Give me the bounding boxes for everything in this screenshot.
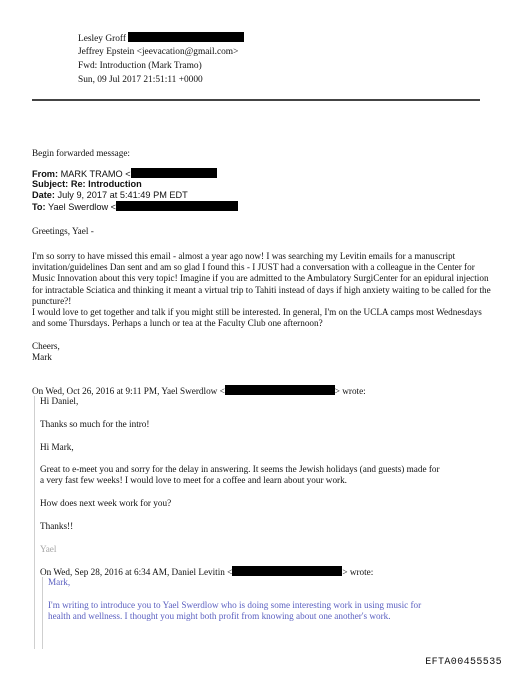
forwarded-subject-value: Re: Introduction [70, 179, 142, 189]
quote1-line-thanks: Thanks so much for the intro! [40, 419, 150, 429]
header-divider [32, 99, 480, 101]
bates-number: EFTA00455535 [425, 657, 502, 668]
header-from-name: Lesley Groff [78, 34, 126, 44]
quote2-attrib-pre: On Wed, Sep 28, 2016 at 6:34 AM, Daniel Levitin < [40, 567, 233, 577]
quote1-line-hi-mark: Hi Mark, [40, 442, 74, 452]
forwarded-date-row [32, 190, 188, 201]
redaction-box [225, 385, 335, 395]
header-date-value: Sun, 09 Jul 2017 21:51:11 +0000 [78, 75, 203, 85]
body-paragraph-2: I would love to get together and talk if you might still be interested. In general, I'm on the UCLA camps most Wednesdays and some Thursdays. Perhaps a lunch or tea at the Faculty Club one afternoon? [32, 307, 482, 329]
forwarded-to-value: Yael Swerdlow < [48, 202, 117, 212]
quote2-bar [42, 577, 43, 649]
signature-name: Mark [32, 352, 52, 362]
quote1-attrib-pre: On Wed, Oct 26, 2016 at 9:11 PM, Yael Swerdlow < [32, 386, 225, 396]
quote2-attribution [40, 566, 373, 578]
forwarded-subject-row [32, 179, 142, 190]
redaction-box [232, 566, 342, 576]
quote1-line-thanks2: Thanks!! [40, 521, 74, 531]
forwarded-subject-label: Subject: [32, 179, 69, 189]
forwarded-to-label: To: [32, 202, 46, 212]
redaction-box [131, 168, 217, 178]
forwarded-to-row [32, 201, 238, 213]
forwarded-from-label: From: [32, 169, 59, 179]
body-paragraph-1: I'm so sorry to have missed this email - almost a year ago now! I was searching my Levitin emails for a manuscript invitation/guidelines Dan sent and am so glad I found this - I JUST had a conversation with a colleague in the Center for Music Innovation about this very topic! Imagine if you are admitted to the Ambulatory SurgiCenter for an epidural injection for intractable Sciatica and thinking it meant a virtual trip to Tahiti instead of days if high anxiety waiting to be called for the puncture?! [32, 251, 491, 306]
quote1-line-great-b: a very fast few weeks! I would love to meet for a coffee and learn about your work. [40, 475, 347, 485]
forwarded-date-label: Date: [32, 190, 55, 200]
redaction-box [128, 32, 244, 42]
quote2-line-intro-b: health and wellness. I thought you might both profit from knowing about one another's work. [48, 611, 391, 621]
redaction-box [116, 201, 238, 211]
quote1-line-great-a: Great to e-meet you and sorry for the delay in answering. It seems the Jewish holidays (and guests) made for [40, 464, 440, 474]
forwarded-intro: Begin forwarded message: [32, 148, 130, 158]
quote1-attribution [32, 385, 497, 397]
quote2-line-mark: Mark, [48, 577, 71, 587]
header-from-value [78, 32, 244, 46]
signoff: Cheers, [32, 341, 60, 351]
quote1-bar [34, 396, 35, 649]
forwarded-from-value: MARK TRAMO < [60, 169, 131, 179]
header-to-value: Jeffrey Epstein <jeevacation@gmail.com> [78, 47, 239, 57]
quote1-line-hi-daniel: Hi Daniel, [40, 396, 79, 406]
header-subject-value: Fwd: Introduction (Mark Tramo) [78, 61, 202, 71]
quote2-attrib-post: > wrote: [342, 567, 374, 577]
quote1-line-next-week: How does next week work for you? [40, 498, 172, 508]
forwarded-date-value: July 9, 2017 at 5:41:49 PM EDT [57, 190, 188, 200]
quote2-line-intro-a: I'm writing to introduce you to Yael Swerdlow who is doing some interesting work in using music for [48, 600, 422, 610]
greeting: Greetings, Yael - [32, 226, 94, 236]
quote1-attrib-post: > wrote: [334, 386, 366, 396]
quote1-signature: Yael [40, 544, 57, 554]
